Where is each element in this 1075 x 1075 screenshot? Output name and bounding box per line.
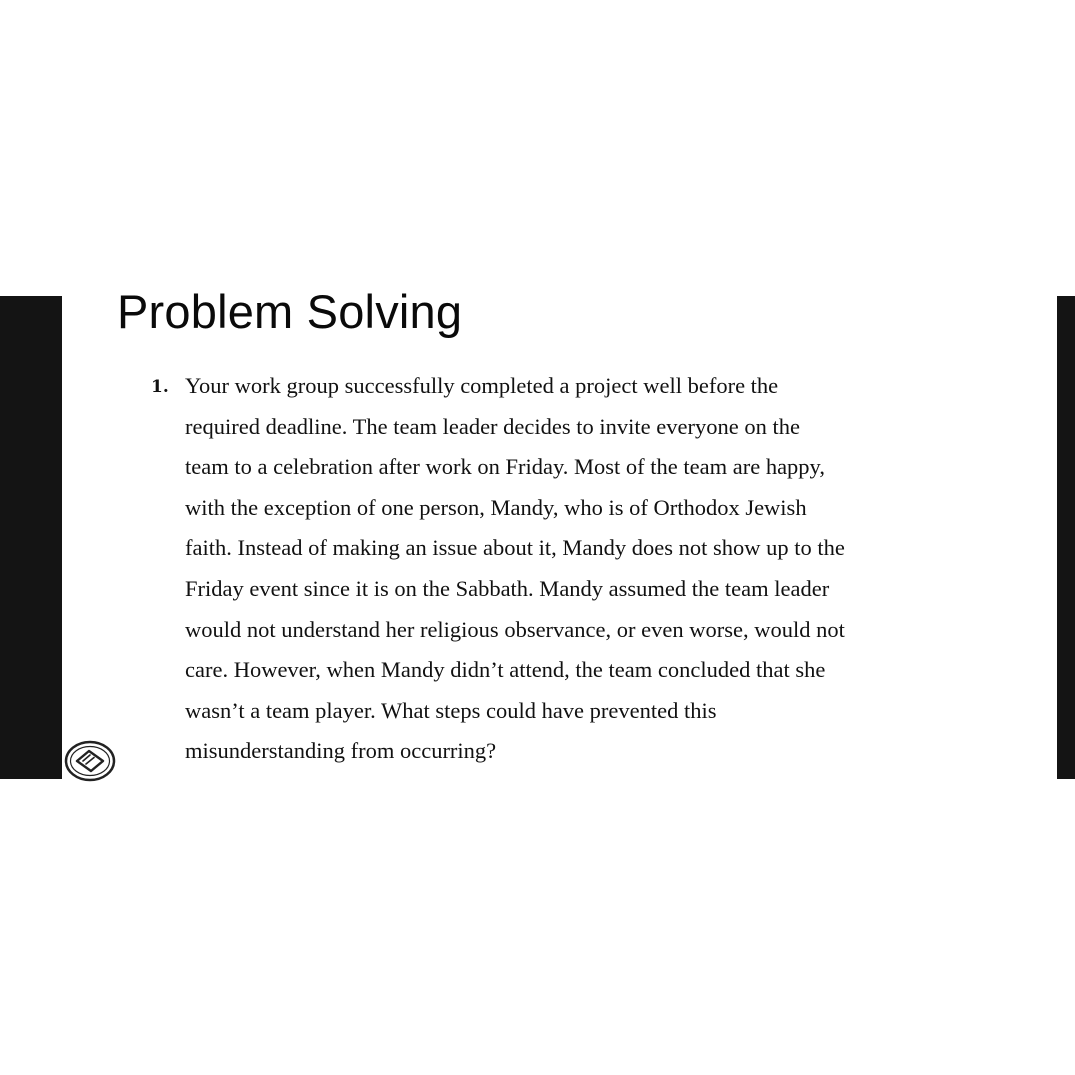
question-line: misunderstanding from occurring? <box>185 738 497 764</box>
question-line: team to a celebration after work on Friday. Most of the team are happy, <box>185 454 825 480</box>
question-line: Your work group successfully completed a project well before the <box>185 373 779 398</box>
question-line: would not understand her religious observance, or even worse, would not <box>185 616 845 642</box>
question-text <box>185 368 985 774</box>
question-line: faith. Instead of making an issue about it, Mandy does not show up to the <box>185 535 845 561</box>
left-letterbox-bar <box>0 296 62 779</box>
question-number: 1. <box>151 377 169 397</box>
question-line: care. However, when Mandy didn’t attend, the team concluded that she <box>185 657 826 683</box>
page-title: Problem Solving <box>117 285 463 338</box>
question-line: required deadline. The team leader decides to invite everyone on the <box>185 413 800 439</box>
right-letterbox-bar <box>1057 296 1075 779</box>
question-line: Friday event since it is on the Sabbath. Mandy assumed the team leader <box>185 575 830 601</box>
question-line: with the exception of one person, Mandy, who is of Orthodox Jewish <box>185 494 807 520</box>
book-badge-icon[interactable] <box>64 739 116 783</box>
question-line: wasn’t a team player. What steps could have prevented this <box>185 697 717 723</box>
